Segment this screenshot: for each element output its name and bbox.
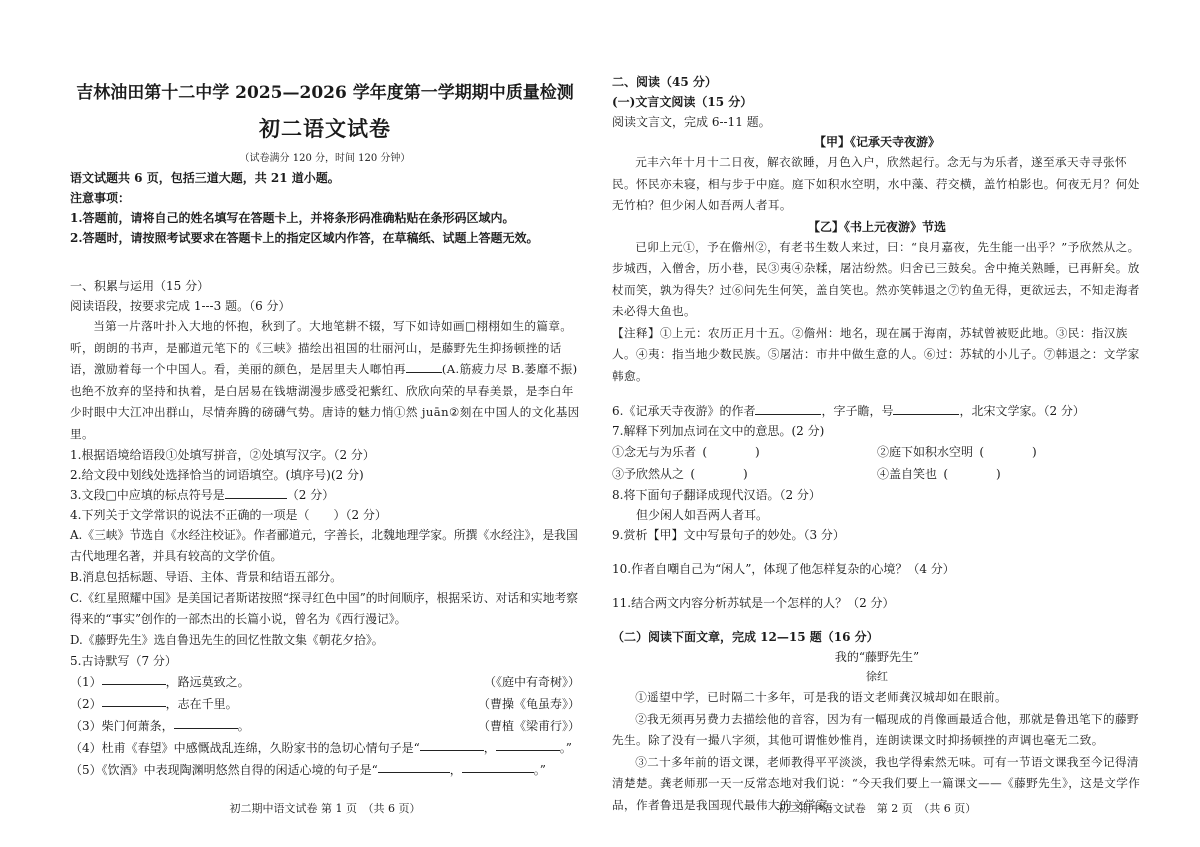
recitation-5-blank-a [378, 759, 450, 773]
exam-intro: 语文试题共 6 页，包括三道大题，共 21 道小题。 [70, 171, 340, 185]
question-7-item-1: ①念无与为乐者 [612, 445, 697, 459]
exam-page-2 [600, 0, 1200, 847]
question-4-option-c: C.《红星照耀中国》是美国记者斯诺按照“探寻红色中国”的时间顺序，根据采访、对话和实地考察得来的“事实”创作的一部杰出的长篇小说，曾名为《西行漫记》。 [70, 591, 579, 626]
exam-info: （试卷满分 120 分，时间 120 分钟） [239, 153, 411, 164]
question-4-option-b: B.消息包括标题、导语、主体、背景和结语五部分。 [70, 570, 342, 584]
recitation-2-text: ，志在千里。 [165, 697, 238, 711]
article-paragraph-2: ②我无须再另费力去描绘他的音容，因为有一幅现成的肖像画最适合他，那就是鲁迅笔下的藤野先生。除了没有一撮八字须，其他可谓惟妙惟肖，连朗读课文时抑扬顿挫的声调也毫无二致。 [612, 711, 1139, 747]
text-a-body: 元丰六年十月十二日夜，解衣欲睡，月色入户，欣然起行。念无与为乐者，遂至承天寺寻张怀民。怀民亦未寝，相与步于中庭。庭下如积水空明，水中藻、荇交横，盖竹柏影也。何夜无月？何处无竹柏？但少闲人如吾两人者耳。 [612, 155, 1140, 212]
page-1-footer: 初二期中语文试卷 第 1 页 （共 6 页） [229, 802, 421, 815]
recitation-5-text: （5）《饮酒》中表现陶渊明悠然自得的闲适心境的句子是“ [70, 763, 378, 777]
recitation-3-source: （曹植《梁甫行》） [477, 719, 580, 733]
poem-recitation-2 [70, 693, 580, 715]
question-3-score: （2 分） [286, 488, 335, 502]
question-6-middle: ，字子瞻，号 [821, 404, 894, 418]
subsection-1-title: (一)文言文阅读（15 分） [612, 95, 753, 109]
recitation-4-blank-b [496, 737, 560, 751]
text-b-title: 【乙】《书上元夜游》节选 [807, 219, 946, 234]
question-7-answer-2: ( ) [979, 445, 1037, 459]
question-7-answer-4: ( ) [943, 467, 1001, 481]
recitation-5-blank-b [462, 759, 534, 773]
question-8-sentence: 但少闲人如吾两人者耳。 [636, 508, 769, 522]
article-paragraph-3: ③二十多年前的语文课，老师教得平平淡淡，我也学得索然无味。可有一节语文课我至今记得清清楚楚。龚老师那一天一反常态地对我们说：“今天我们要上一篇课文——《藤野先生》，这是文学作品，作者鲁迅是我国现代最伟大的文学家。 [612, 754, 1141, 812]
recitation-2-source: （曹操《龟虽寿》） [477, 697, 580, 711]
exam-title: 吉林油田第十二中学 2025—2026 学年度第一学期期中质量检测 [76, 83, 574, 103]
question-4-option-a: A.《三峡》节选自《水经注校证》。作者郦道元，字善长，北魏地理学家。所撰《水经注》，是我国古代地理名著，并具有较高的文学价值。 [70, 528, 578, 563]
subsection-2-title: （二）阅读下面文章，完成 12—15 题（16 分） [612, 630, 879, 644]
passage-blank [406, 359, 442, 373]
poem-recitation-5 [70, 759, 580, 781]
text-a-passage [612, 152, 1142, 217]
recitation-4-comma: ， [483, 741, 496, 755]
article-paragraph-1: ①遥望中学，已时隔二十多年，可是我的语文老师龚汉城却如在眼前。 [635, 690, 1007, 704]
question-2: 2.给文段中划线处选择恰当的词语填空。(填序号)(2 分) [70, 468, 364, 482]
page-2-footer: 初二期中语文试卷 第 2 页 （共 6 页） [777, 802, 977, 815]
recitation-3-label: （3）柴门何萧条， [70, 719, 174, 733]
recitation-1-source: （《庭中有奇树》） [483, 675, 580, 689]
question-4: 4.下列关于文学常识的说法不正确的一项是（ ）（2 分） [70, 508, 387, 522]
poem-recitation-3 [70, 715, 580, 737]
recitation-2-label: （2） [70, 697, 102, 711]
question-6-blank-a [755, 401, 821, 415]
text-b-passage [612, 237, 1142, 323]
poem-recitation-4 [70, 737, 580, 759]
question-1: 1.根据语境给语段①处填写拼音，②处填写汉字。（2 分） [70, 448, 375, 462]
question-8: 8.将下面句子翻译成现代汉语。（2 分） [612, 488, 821, 502]
question-7-item-3: ③予欣然从之 [612, 467, 685, 481]
annotations-body: 【注释】①上元：农历正月十五。②儋州：地名，现在属于海南，苏轼曾被贬此地。③民：指汉族人。④夷：指当地少数民族。⑤屠沽：市井中做生意的人。⑥过：苏轼的小儿子。⑦韩退之：文学家韩愈。 [612, 325, 1140, 383]
text-a-title: 【甲】《记承天寺夜游》 [813, 135, 940, 149]
question-5: 5.古诗默写（7 分） [70, 654, 177, 668]
recitation-5-end: 。” [533, 763, 546, 777]
question-6-end: ，北宋文学家。（2 分） [959, 404, 1085, 418]
question-3: 3.文段□中应填的标点符号是 [70, 488, 225, 502]
page-1-content [70, 70, 580, 781]
subsection-1-instruction: 阅读文言文，完成 6--11 题。 [612, 115, 771, 129]
recitation-1-text: ，路远莫致之。 [165, 675, 250, 689]
question-7-item-2: ②庭下如积水空明 [877, 445, 974, 459]
question-7-row-2 [612, 463, 1142, 485]
question-10: 10.作者自嘲自己为“闲人”，体现了他怎样复杂的心境？（4 分） [612, 562, 955, 576]
page-2-content [612, 72, 1142, 816]
passage-1 [70, 316, 580, 445]
question-6: 6.《记承天寺夜游》的作者 [612, 404, 756, 418]
exam-subtitle: 初二语文试卷 [259, 116, 391, 141]
notice-item-2: 2.答题时，请按照考试要求在答题卡上的指定区域内作答，在草稿纸、试题上答题无效。 [70, 231, 539, 245]
section-1-title: 一、积累与运用（15 分） [70, 279, 210, 293]
question-7-row-1 [612, 441, 1142, 463]
question-4-option-d: D.《藤野先生》选自鲁迅先生的回忆性散文集《朝花夕拾》。 [70, 633, 384, 647]
article-body [612, 687, 1142, 816]
recitation-3-text: 。 [237, 719, 250, 733]
recitation-1-label: （1） [70, 675, 102, 689]
article-title: 我的“藤野先生” [834, 650, 920, 664]
passage-1-part-b: (A.筋疲力尽 B.萎靡不振)也绝不放弃的坚持和执着，是白居易在钱塘湖漫步感受祀紫红、欣欣向荣的早春美景，是李白年少时眼中大江冲出群山，尽情奔腾的磅礴气势。唐诗的魅力悄①然 juān②刻在中国人的文化基因里。 [70, 362, 580, 441]
text-b-body: 已卯上元①，予在儋州②，有老书生数人来过，曰：“良月嘉夜，先生能一出乎？”予欣然从之。步城西，入僧舍，历小巷，民③夷④杂糅，屠沽纷然。归舍已三鼓矣。舍中掩关熟睡，已再鼾矣。放杖而笑，孰为得失？过⑥问先生何笑，盖自笑也。然亦笑韩退之⑦钓鱼无得，更欲远去，不知走海者未必得大鱼也。 [612, 239, 1140, 318]
question-9: 9.赏析【甲】文中写景句子的妙处。（3 分） [612, 528, 845, 542]
question-11: 11.结合两文内容分析苏轼是一个怎样的人？（2 分） [612, 596, 895, 610]
recitation-4-blank-a [420, 737, 484, 751]
question-7-answer-3: ( ) [690, 467, 748, 481]
notice-item-1: 1.答题前，请将自己的姓名填写在答题卡上，并将条形码准确粘贴在条形码区域内。 [70, 211, 515, 225]
notice-title: 注意事项： [70, 191, 131, 205]
recitation-4-end: 。” [559, 741, 572, 755]
recitation-3-blank [174, 715, 238, 729]
article-author: 徐红 [866, 670, 888, 683]
recitation-2-blank [102, 693, 166, 707]
recitation-4-text: （4）杜甫《春望》中感慨战乱连绵，久盼家书的急切心情句子是“ [70, 741, 420, 755]
poem-recitation-1 [70, 671, 580, 693]
recitation-1-blank [102, 671, 166, 685]
question-6-blank-b [893, 401, 959, 415]
section-1-instruction: 阅读语段，按要求完成 1---3 题。（6 分） [70, 299, 291, 313]
question-7-item-4: ④盖自笑也 [877, 467, 938, 481]
recitation-5-comma: ， [449, 763, 462, 777]
question-7-answer-1: ( ) [702, 445, 760, 459]
question-7: 7.解释下列加点词在文中的意思。(2 分) [612, 424, 825, 438]
annotations [612, 323, 1142, 388]
question-3-blank [225, 485, 287, 499]
section-2-title: 二、阅读（45 分） [612, 75, 717, 89]
passage-1-part-a: 当第一片落叶扑入大地的怀抱，秋到了。大地笔耕不辍，写下如诗如画□栩栩如生的篇章。听，朗朗的书声，是郦道元笔下的《三峡》描绘出祖国的壮丽河山，是藤野先生抑扬顿挫的话语，激励着每一个中国人。看，美丽的颜色，是居里夫人啷怕再 [70, 319, 573, 376]
